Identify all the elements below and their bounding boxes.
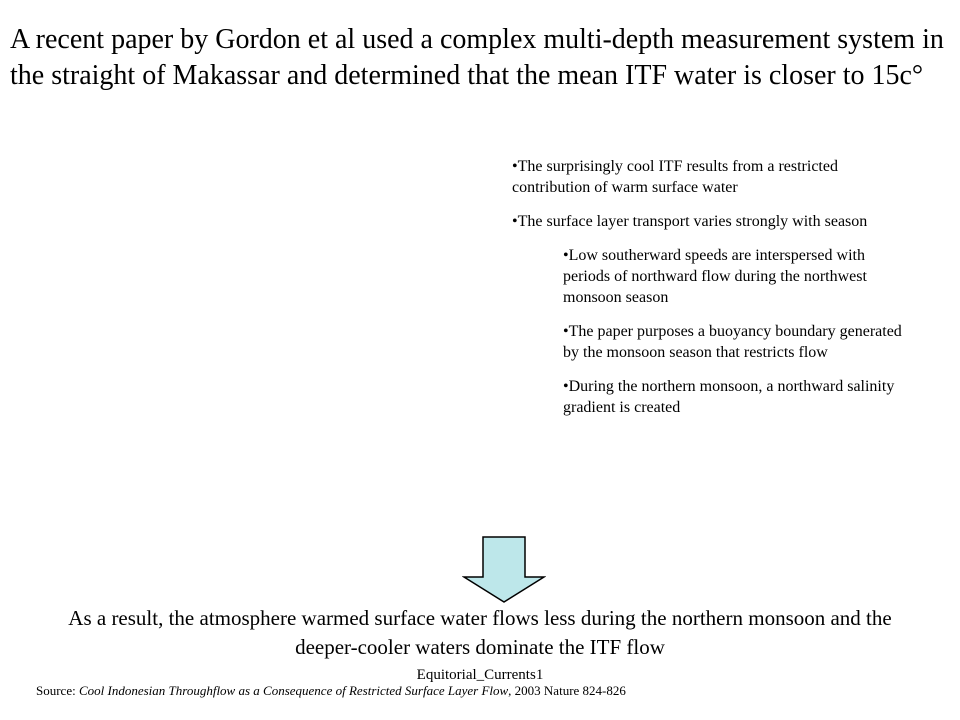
slide-title: A recent paper by Gordon et al used a complex multi-depth measurement system in the straight of Makassar and determined that the mean ITF water is closer to 15c° xyxy=(10,24,944,91)
source-prefix: Source: xyxy=(36,683,79,698)
source-suffix: , 2003 Nature 824-826 xyxy=(508,683,626,698)
conclusion-text: As a result, the atmosphere warmed surface water flows less during the northern monsoon and the deeper-cooler waters dominate the ITF flow xyxy=(68,606,892,659)
down-arrow-shape xyxy=(464,537,544,602)
down-arrow-icon xyxy=(462,536,546,604)
source-citation xyxy=(36,683,936,699)
bullet-list xyxy=(512,156,912,431)
sub-bullet-item: •The paper purposes a buoyancy boundary generated by the monsoon season that restricts flow xyxy=(563,323,902,361)
source-title: Cool Indonesian Throughflow as a Consequence of Restricted Surface Layer Flow xyxy=(78,683,509,698)
bullet-item: •The surface layer transport varies strongly with season xyxy=(512,213,868,230)
bullet-item: •The surprisingly cool ITF results from a restricted contribution of warm surface water xyxy=(512,158,838,196)
sub-bullet-item: •Low southerward speeds are interspersed with periods of northward flow during the northwest monsoon season xyxy=(563,247,867,306)
footer-label: Equitorial_Currents1 xyxy=(416,667,544,683)
sub-bullet-item: •During the northern monsoon, a northward salinity gradient is created xyxy=(563,378,895,416)
